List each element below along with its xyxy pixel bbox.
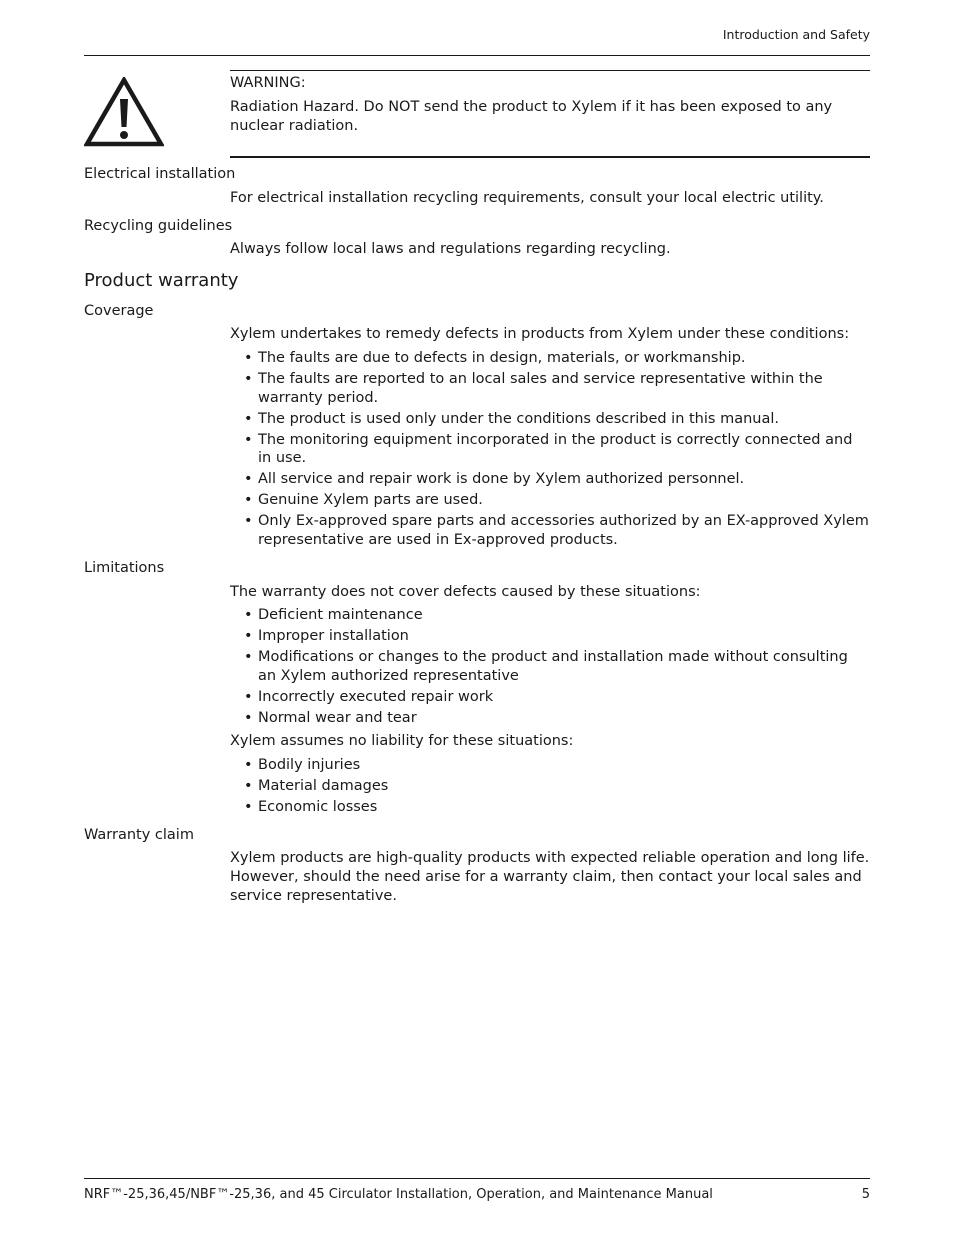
list-item: • Genuine Xylem parts are used. (244, 491, 870, 510)
list-item: • All service and repair work is done by Xylem authorized personnel. (244, 470, 870, 489)
limitations-heading: Limitations (84, 560, 165, 576)
header-rule (84, 55, 870, 56)
recycling-text: Always follow local laws and regulations regarding recycling. (230, 241, 671, 257)
claim-text: Xylem products are high-quality products with expected reliable operation and long life. However, should the need arise for a warranty claim, then contact your local sales and service representative. (230, 850, 870, 904)
list-item: • Bodily injuries (244, 756, 870, 775)
limitations-intro: The warranty does not cover defects caused by these situations: (230, 584, 701, 600)
electrical-heading: Electrical installation (84, 166, 236, 182)
warning-rule-top (230, 70, 870, 71)
footer-title: NRF™-25,36,45/NBF™-25,36, and 45 Circulator Installation, Operation, and Maintenance Manual (84, 1187, 713, 1202)
coverage-intro: Xylem undertakes to remedy defects in products from Xylem under these conditions: (230, 326, 850, 342)
list-item: • Normal wear and tear (244, 709, 870, 728)
list-item: • The faults are reported to an local sales and service representative within the warranty period. (244, 370, 870, 407)
list-item: • Modifications or changes to the product and installation made without consulting an Xylem authorized representative (244, 648, 870, 685)
list-item: • The faults are due to defects in design, materials, or workmanship. (244, 349, 870, 368)
warning-text: Radiation Hazard. Do NOT send the product to Xylem if it has been exposed to any nuclear radiation. (230, 99, 833, 134)
liability-intro: Xylem assumes no liability for these situations: (230, 733, 574, 749)
claim-heading: Warranty claim (84, 827, 194, 843)
list-item: • Improper installation (244, 627, 870, 646)
page-number: 5 (861, 1187, 870, 1202)
running-header: Introduction and Safety (722, 27, 870, 42)
liability-list (244, 756, 870, 819)
recycling-heading: Recycling guidelines (84, 218, 233, 234)
list-item: • The monitoring equipment incorporated in the product is correctly connected and in use. (244, 431, 870, 468)
coverage-list (244, 349, 870, 552)
list-item: • Incorrectly executed repair work (244, 688, 870, 707)
list-item: • The product is used only under the conditions described in this manual. (244, 410, 870, 429)
list-item: • Economic losses (244, 798, 870, 817)
limitations-list (244, 606, 870, 730)
electrical-text: For electrical installation recycling requirements, consult your local electric utility. (230, 190, 824, 206)
warranty-heading: Product warranty (84, 270, 239, 291)
warning-icon (84, 77, 164, 147)
footer-rule (84, 1178, 870, 1179)
list-item: • Deficient maintenance (244, 606, 870, 625)
list-item: • Material damages (244, 777, 870, 796)
list-item: • Only Ex-approved spare parts and accessories authorized by an EX-approved Xylem representative are used in Ex-approved products. (244, 512, 870, 549)
warning-title: WARNING: (230, 75, 306, 91)
warning-rule-bottom (230, 156, 870, 158)
coverage-heading: Coverage (84, 303, 154, 319)
